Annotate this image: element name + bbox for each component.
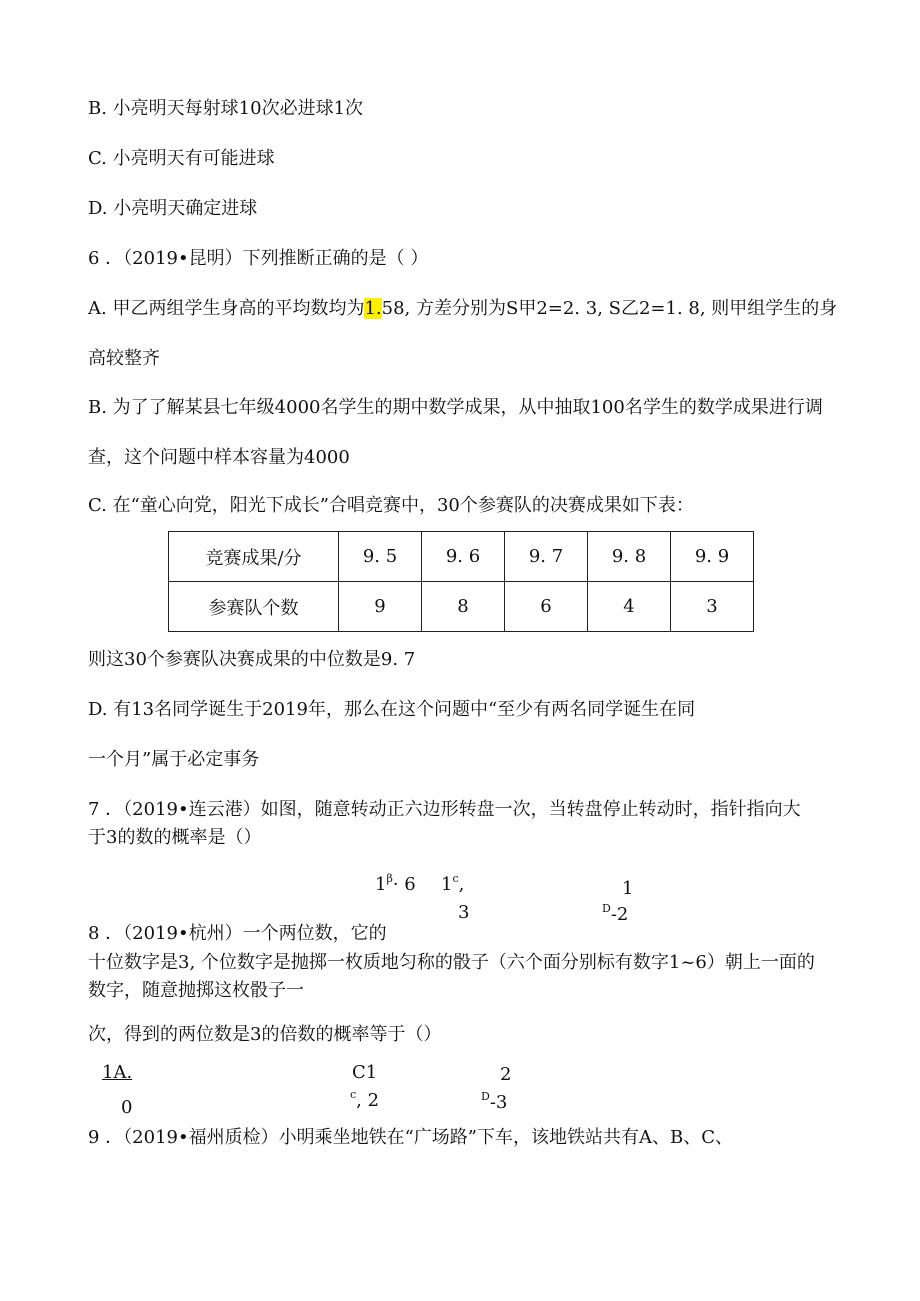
q7-option-d-numerator: 1 xyxy=(622,878,634,899)
q7-stem-line-2: 于3的数的概率是（） xyxy=(88,827,262,848)
q8-option-d-label: D xyxy=(481,1090,490,1103)
q7-option-a-num: 1 xyxy=(375,874,387,895)
q7-option-d-label: D xyxy=(602,902,611,915)
q6-option-c-line-2: 则这30个参赛队决赛成果的中位数是9. 7 xyxy=(88,649,416,670)
q7-option-d-denominator: -2 xyxy=(610,904,629,925)
q8-option-d-top: 2 xyxy=(500,1064,512,1085)
q8-option-d-bottom: -3 xyxy=(489,1092,508,1113)
q7-option-c-sup: c xyxy=(452,872,459,885)
q7-option-c xyxy=(441,873,464,897)
q7-option-a-sup: β xyxy=(386,872,393,885)
score-table xyxy=(168,531,754,632)
table-cell: 8 xyxy=(422,582,505,632)
q7-stem-line-1: 7 ．（2019•连云港）如图，随意转动正六边形转盘一次，当转盘停止转动时，指针指向大 xyxy=(88,799,801,820)
q7-option-d xyxy=(602,903,628,927)
q8-option-c-label: c xyxy=(350,1088,357,1101)
table-cell: 9. 7 xyxy=(505,532,588,582)
q6-option-a xyxy=(88,297,837,321)
q8-stem-line-3: 数字，随意抛掷这枚骰子一 xyxy=(88,980,304,1001)
q8-option-c-top: C1 xyxy=(352,1062,378,1083)
q7-option-a xyxy=(375,873,416,897)
q5-option-b: B. 小亮明天每射球10次必进球1次 xyxy=(88,98,364,119)
table-cell: 6 xyxy=(505,582,588,632)
q5-option-d: D. 小亮明天确定进球 xyxy=(88,198,258,219)
q6-highlighted-value: 1. xyxy=(364,298,382,319)
q6-option-a-continued: 高较整齐 xyxy=(88,348,160,369)
q9-stem-line-1: 9 ．（2019•福州质检）小明乘坐地铁在“广场路”下车，该地铁站共有A、B、C、 xyxy=(88,1127,733,1148)
q7-option-c-comma: , xyxy=(458,874,465,895)
table-row xyxy=(169,532,754,582)
table-header-count: 参赛队个数 xyxy=(169,582,339,632)
table-cell: 9. 5 xyxy=(339,532,422,582)
q7-option-c-num: 1 xyxy=(441,874,453,895)
q8-option-a-bottom: 0 xyxy=(121,1097,133,1118)
table-cell: 3 xyxy=(671,582,754,632)
q8-option-c-bottom: , 2 xyxy=(356,1090,380,1111)
q8-option-d xyxy=(481,1091,507,1115)
table-row xyxy=(169,582,754,632)
q8-option-c xyxy=(350,1089,379,1113)
q7-option-a-val: · 6 xyxy=(392,874,416,895)
q8-stem-line-4: 次，得到的两位数是3的倍数的概率等于（） xyxy=(88,1024,442,1045)
table-cell: 4 xyxy=(588,582,671,632)
q6-stem: 6 ．（2019•昆明）下列推断正确的是（ ） xyxy=(88,248,429,269)
table-cell: 9. 6 xyxy=(422,532,505,582)
q6-option-b-line-2: 查，这个问题中样本容量为4000 xyxy=(88,447,350,468)
q6-option-d-line-2: 一个月”属于必定事务 xyxy=(88,749,260,770)
table-header-score: 竞赛成果/分 xyxy=(169,532,339,582)
q8-stem-line-1: 8 ．（2019•杭州）一个两位数，它的 xyxy=(88,923,387,944)
q6-option-c-line-1: C. 在“童心向党，阳光下成长”合唱竞赛中，30个参赛队的决赛成果如下表： xyxy=(88,495,694,516)
q8-stem-line-2: 十位数字是3, 个位数字是抛掷一枚质地匀称的骰子（六个面分别标有数字1~6）朝上一面的 xyxy=(88,952,815,973)
table-cell: 9 xyxy=(339,582,422,632)
q7-option-c-denominator: 3 xyxy=(458,902,470,923)
q6-option-b-line-1: B. 为了了解某县七年级4000名学生的期中数学成果，从中抽取100名学生的数学成果进行调 xyxy=(88,397,823,418)
table-cell: 9. 9 xyxy=(671,532,754,582)
table-cell: 9. 8 xyxy=(588,532,671,582)
q8-option-a-top: 1A. xyxy=(102,1062,133,1083)
q5-option-c: C. 小亮明天有可能进球 xyxy=(88,148,275,169)
q6-option-d-line-1: D. 有13名同学诞生于2019年，那么在这个问题中“至少有两名同学诞生在同 xyxy=(88,699,696,720)
q6-option-a-text-2: 58, 方差分别为S甲2=2. 3, S乙2=1. 8, 则甲组学生的身 xyxy=(381,298,838,319)
q6-option-a-text-1: A. 甲乙两组学生身高的平均数均为 xyxy=(88,298,365,319)
